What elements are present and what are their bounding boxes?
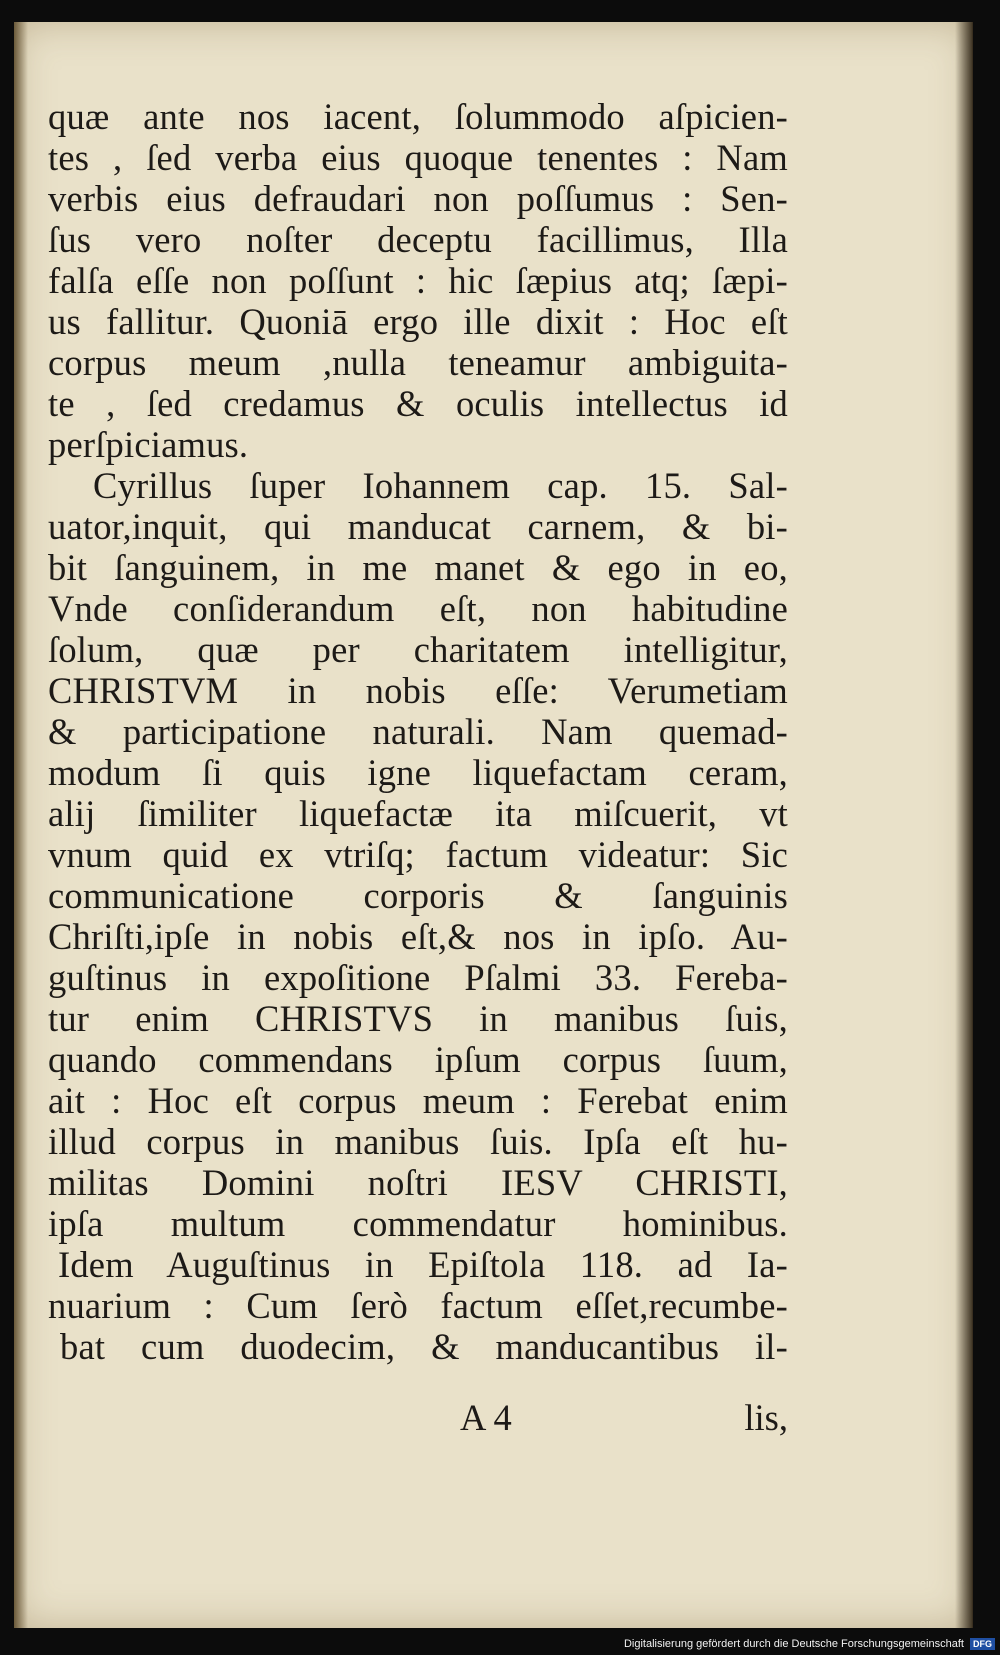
text-line: vnum quid ex vtriſq; factum videatur: Sic [48,834,788,875]
page-edge-shadow [955,22,973,1628]
text-line: Idem Auguſtinus in Epiſtola 118. ad Ia- [58,1244,788,1285]
text-line: quando commendans ipſum corpus ſuum, [48,1039,788,1080]
body-text [48,96,788,1367]
text-line: ſus vero noſter deceptu facillimus, Illa [48,219,788,260]
dfg-logo-icon: DFG [970,1638,995,1650]
text-line: us fallitur. Quoniā ergo ille dixit : Hoc eſt [48,301,788,342]
text-line: bit ſanguinem, in me manet & ego in eo, [48,547,788,588]
signature-mark: A 4 [460,1397,512,1438]
text-line: verbis eius defraudari non poſſumus : Sen- [48,178,788,219]
text-line: & participatione naturali. Nam quemad- [48,711,788,752]
text-line: tur enim CHRISTVS in manibus ſuis, [48,998,788,1039]
text-line: Chriſti,ipſe in nobis eſt,& nos in ipſo. Au- [48,916,788,957]
text-line: perſpiciamus. [48,424,249,465]
text-line: Cyrillus ſuper Iohannem cap. 15. Sal- [93,465,788,506]
text-line: CHRISTVM in nobis eſſe: Verumetiam [48,670,788,711]
text-line: modum ſi quis igne liquefactam ceram, [48,752,788,793]
text-line: guſtinus in expoſitione Pſalmi 33. Fereba- [48,957,788,998]
text-line: uator,inquit, qui manducat carnem, & bi- [48,506,788,547]
digitization-credit [605,1636,995,1652]
text-line: bat cum duodecim, & manducantibus il- [60,1326,788,1367]
text-line: tes , ſed verba eius quoque tenentes : Nam [48,137,788,178]
text-line: ait : Hoc eſt corpus meum : Ferebat enim [48,1080,788,1121]
text-line: Vnde conſiderandum eſt, non habitudine [48,588,788,629]
page-footer [48,1396,788,1440]
text-line: ſolum, quæ per charitatem intelligitur, [48,629,788,670]
page-gutter-shadow [14,22,28,1628]
text-line: corpus meum ,nulla teneamur ambiguita- [48,342,788,383]
text-line: alij ſimiliter liquefactæ ita miſcuerit, vt [48,793,788,834]
text-line: te , ſed credamus & oculis intellectus id [48,383,788,424]
text-line: quæ ante nos iacent, ſolummodo aſpicien- [48,96,788,137]
catchword: lis, [744,1397,788,1438]
text-line: illud corpus in manibus ſuis. Ipſa eſt hu- [48,1121,788,1162]
text-line: ipſa multum commendatur hominibus. [48,1203,788,1244]
text-line: nuarium : Cum ſerò factum eſſet,recumbe- [48,1285,788,1326]
text-line: militas Domini noſtri IESV CHRISTI, [48,1162,788,1203]
credit-text: Digitalisierung gefördert durch die Deutsche Forschungsgemeinschaft [623,1638,964,1650]
text-line: communicatione corporis & ſanguinis [48,875,788,916]
text-line: falſa eſſe non poſſunt : hic ſæpius atq; ſæpi- [48,260,788,301]
